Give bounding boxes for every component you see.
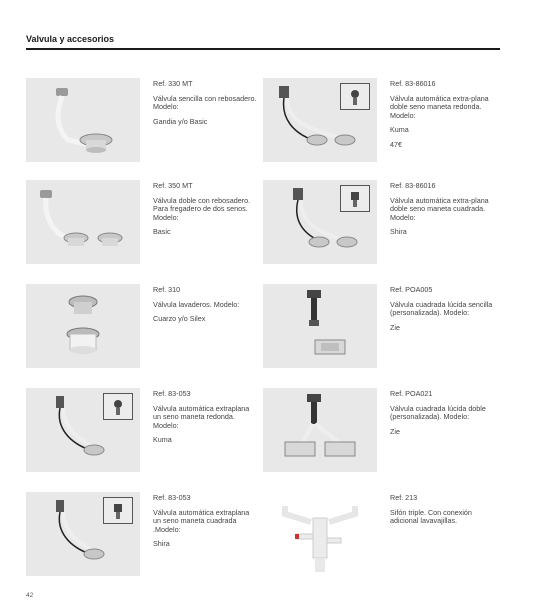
product-card-3 bbox=[153, 182, 257, 243]
product-ref: Ref. 350 MT bbox=[153, 181, 193, 190]
product-image-valve-overflow-double bbox=[26, 180, 140, 264]
product-card-8 bbox=[390, 390, 494, 442]
product-image-square-valve-double bbox=[263, 388, 377, 472]
product-model: Kuma bbox=[153, 435, 172, 445]
header-divider bbox=[26, 48, 500, 50]
product-image-auto-valve-single-square bbox=[26, 492, 140, 576]
product-description: Válvula doble con rebosadero. Para fregadero de dos senos. Modelo: bbox=[153, 195, 251, 222]
product-image-valve-overflow-single bbox=[26, 78, 140, 162]
square-valve-illustration bbox=[263, 284, 377, 368]
product-price: 47€ bbox=[390, 139, 402, 149]
square-double-valve-illustration bbox=[263, 388, 377, 472]
product-image-auto-valve-double-square bbox=[263, 180, 377, 264]
product-image-auto-valve-double-round bbox=[263, 78, 377, 162]
product-image-triple-siphon bbox=[263, 492, 377, 576]
product-model: Gandia y/o Basic bbox=[153, 116, 208, 126]
product-card-4 bbox=[390, 182, 494, 243]
product-description: Sifón triple. Con conexión adicional lavavajillas. bbox=[390, 507, 472, 526]
product-ref: Ref. 213 bbox=[390, 493, 418, 502]
product-model: Shira bbox=[390, 227, 407, 237]
product-ref: Ref. 310 bbox=[153, 285, 181, 294]
product-model: Basic bbox=[153, 227, 171, 237]
product-model: Zie bbox=[390, 322, 400, 332]
product-description: Válvula lavaderos. Modelo: bbox=[153, 299, 240, 309]
product-ref: Ref. 83-053 bbox=[153, 493, 191, 502]
product-card-7 bbox=[153, 390, 257, 451]
product-image-square-valve-single bbox=[263, 284, 377, 368]
product-model: Shira bbox=[153, 539, 170, 549]
double-valve-illustration bbox=[26, 180, 140, 264]
product-description: Válvula automática extraplana un seno maneta cuadrada .Modelo: bbox=[153, 507, 250, 534]
product-model: Kuma bbox=[390, 125, 409, 135]
product-card-6 bbox=[390, 286, 494, 338]
product-ref: Ref. 83-053 bbox=[153, 389, 191, 398]
product-card-1 bbox=[153, 80, 257, 132]
product-description: Válvula sencilla con rebosadero. Modelo: bbox=[153, 93, 257, 112]
product-ref: Ref. 330 MT bbox=[153, 79, 193, 88]
single-valve-illustration bbox=[26, 78, 140, 162]
product-description: Válvula automática extra-plana doble seno maneta cuadrada. Modelo: bbox=[390, 195, 489, 222]
product-ref: Ref. 83-86016 bbox=[390, 79, 436, 88]
product-card-9 bbox=[153, 494, 257, 555]
product-image-laundry-valve bbox=[26, 284, 140, 368]
handle-detail-inset bbox=[340, 185, 370, 212]
product-model: Cuarzo y/o Silex bbox=[153, 314, 206, 324]
product-description: Válvula cuadrada lúcida doble (personalizada). Modelo: bbox=[390, 403, 486, 422]
product-card-10 bbox=[390, 494, 494, 532]
product-model: Zie bbox=[390, 426, 400, 436]
page-title: Valvula y accesorios bbox=[26, 34, 115, 44]
product-ref: Ref. POA005 bbox=[390, 285, 433, 294]
product-description: Válvula automática extraplana un seno maneta redonda. Modelo: bbox=[153, 403, 250, 430]
product-card-5 bbox=[153, 286, 257, 330]
handle-detail-inset bbox=[103, 393, 133, 420]
product-card-2 bbox=[390, 80, 494, 150]
product-ref: Ref. POA021 bbox=[390, 389, 433, 398]
product-description: Válvula cuadrada lúcida sencilla (personalizada). Modelo: bbox=[390, 299, 493, 318]
handle-detail-inset bbox=[103, 497, 133, 524]
product-description: Válvula automática extra-plana doble seno maneta redonda. Modelo: bbox=[390, 93, 489, 120]
product-image-auto-valve-single-round bbox=[26, 388, 140, 472]
laundry-valve-illustration bbox=[26, 284, 140, 368]
handle-detail-inset bbox=[340, 83, 370, 110]
page-number: 42 bbox=[26, 592, 34, 599]
triple-siphon-illustration bbox=[263, 492, 377, 576]
product-ref: Ref. 83-86016 bbox=[390, 181, 436, 190]
